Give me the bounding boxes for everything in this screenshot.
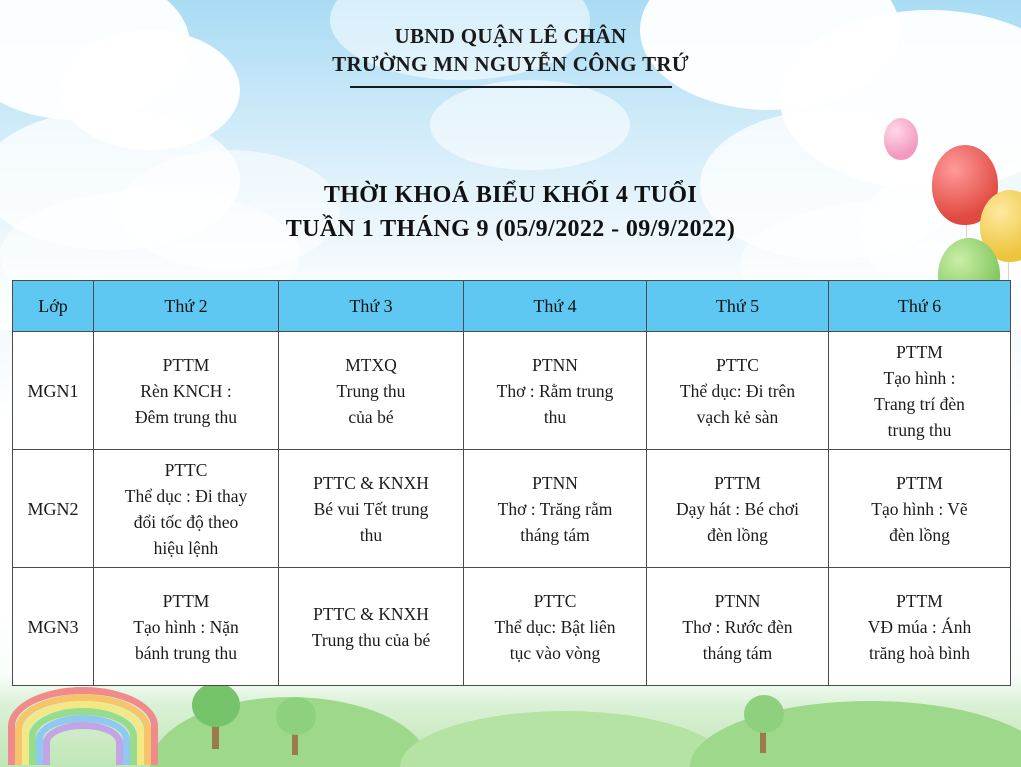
row-label-mgn3: MGN3	[13, 568, 94, 686]
cell-line: PTTM	[896, 590, 943, 611]
cell-mgn2-tuesday	[279, 450, 464, 568]
cell-mgn1-friday	[829, 332, 1011, 450]
header-divider	[350, 86, 672, 88]
page-title-line1: THỜI KHOÁ BIỂU KHỐI 4 TUỔI	[323, 182, 698, 208]
cell-mgn3-thursday	[647, 568, 829, 686]
cell-mgn1-thursday	[647, 332, 829, 450]
cell-line: Thể dục : Đi thay	[124, 485, 248, 506]
cell-line: Trang trí đèn	[874, 393, 965, 414]
cell-mgn3-friday	[829, 568, 1011, 686]
cell-line: Tạo hình :	[883, 367, 956, 388]
cell-line: Rèn KNCH :	[140, 380, 232, 401]
cell-line: Thơ : Rước đèn	[682, 616, 793, 637]
cell-line: Trung thu	[336, 380, 406, 401]
cell-line: thu	[543, 406, 567, 427]
cell-line: PTTM	[162, 590, 210, 611]
cell-mgn2-friday	[829, 450, 1011, 568]
column-header-wednesday: Thứ 4	[464, 281, 647, 332]
cell-line: Tạo hình : Vẽ	[871, 498, 968, 519]
cell-line: đèn lồng	[707, 524, 768, 545]
cell-line: tháng tám	[702, 642, 773, 663]
cell-mgn2-wednesday	[464, 450, 647, 568]
cell-mgn3-wednesday	[464, 568, 647, 686]
cell-line: Thể dục: Đi trên	[679, 380, 796, 401]
column-header-class: Lớp	[13, 281, 94, 332]
cell-line: tháng tám	[520, 524, 590, 545]
row-label-mgn1: MGN1	[13, 332, 94, 450]
cell-mgn2-monday	[94, 450, 279, 568]
cell-line: PTTM	[896, 341, 943, 362]
table-row	[13, 568, 1011, 686]
organization-header	[0, 22, 1021, 78]
column-header-friday: Thứ 6	[829, 281, 1011, 332]
cell-line: vạch kẻ sàn	[696, 406, 779, 427]
cell-line: bánh trung thu	[134, 642, 238, 663]
cell-line: Trung thu của bé	[311, 629, 431, 650]
cell-line: PTTC	[164, 459, 208, 480]
org-school-line: TRƯỜNG MN NGUYỄN CÔNG TRỨ	[332, 52, 689, 76]
cell-line: MTXQ	[345, 354, 397, 375]
cell-mgn3-tuesday	[279, 568, 464, 686]
cell-line: VĐ múa : Ánh	[867, 616, 972, 637]
cell-line: Thơ : Trăng rằm	[497, 498, 613, 519]
column-header-tuesday: Thứ 3	[279, 281, 464, 332]
cell-line: PTTC & KNXH	[313, 603, 429, 624]
cell-line: PTTM	[162, 354, 210, 375]
cell-line: PTTM	[896, 472, 943, 493]
cell-line: PTTC	[716, 354, 759, 375]
cell-line: PTNN	[532, 354, 578, 375]
table-head	[13, 281, 1011, 332]
cell-line: đèn lồng	[889, 524, 950, 545]
cell-line: của bé	[348, 406, 394, 427]
cell-mgn1-wednesday	[464, 332, 647, 450]
cell-line: Tạo hình : Nặn	[133, 616, 239, 637]
table-header-row	[13, 281, 1011, 332]
cell-mgn1-tuesday	[279, 332, 464, 450]
cell-mgn1-monday	[94, 332, 279, 450]
org-authority-line: UBND QUẬN LÊ CHÂN	[394, 24, 627, 48]
row-label-mgn2: MGN2	[13, 450, 94, 568]
cell-line: PTNN	[714, 590, 761, 611]
schedule-table	[12, 280, 1011, 686]
cell-line: đổi tốc độ theo	[133, 511, 239, 532]
cell-line: Bé vui Tết trung	[313, 498, 429, 519]
page-title-line2: TUẦN 1 THÁNG 9 (05/9/2022 - 09/9/2022)	[285, 216, 736, 242]
page-title	[0, 178, 1021, 246]
cell-line: Thơ : Rằm trung	[496, 380, 614, 401]
table-body	[13, 332, 1011, 686]
cell-line: thu	[359, 524, 383, 545]
schedule-table-wrapper	[12, 280, 1010, 686]
cell-line: Đêm trung thu	[134, 406, 238, 427]
column-header-thursday: Thứ 5	[647, 281, 829, 332]
cell-line: Thể dục: Bật liên	[494, 616, 616, 637]
cell-line: tục vào vòng	[509, 642, 601, 663]
table-row	[13, 450, 1011, 568]
cell-line: trăng hoà bình	[868, 642, 971, 663]
cell-line: PTTC & KNXH	[313, 472, 429, 493]
cell-mgn3-monday	[94, 568, 279, 686]
cell-line: PTTC	[533, 590, 577, 611]
cell-line: trung thu	[887, 419, 952, 440]
table-row	[13, 332, 1011, 450]
cell-mgn2-thursday	[647, 450, 829, 568]
cell-line: Dạy hát : Bé chơi	[676, 498, 799, 519]
cell-line: PTNN	[532, 472, 578, 493]
column-header-monday: Thứ 2	[94, 281, 279, 332]
cell-line: PTTM	[714, 472, 761, 493]
cell-line: hiệu lệnh	[153, 537, 219, 558]
